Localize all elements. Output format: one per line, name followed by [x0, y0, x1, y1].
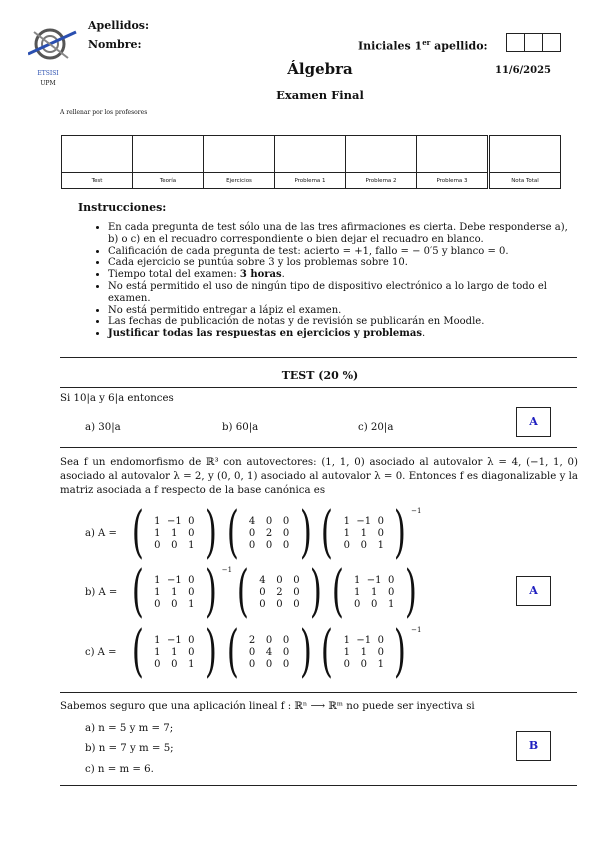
q2-text: Sea f un endomorfismo de ℝ³ con autovectores: (1, 1, 0) asociado al autovalor λ = 4, (−1, 1, 0) asociado al autovalor λ = 2, y (0, 0, 1) asociado al autovalor λ = 0. Entonces f es diagonalizable y la matriz asociada a f respecto de la base canónica es — [60, 457, 578, 496]
q2-label-a: a) A = — [85, 527, 117, 539]
instr-item: • En cada pregunta de test sólo una de las tres afirmaciones es cierta. Debe responderse a), b) o c) en el recuadro correspondiente o bien dejar el recuadro en blanco. — [108, 222, 580, 246]
q2-option-c: c) A = ( 1 −1 0 1 1 0 0 0 1 ) ( 2 0 0 0 4 0 0 0 0 ) ( 1 −1 0 1 1 0 0 0 1 ) −1 — [85, 619, 422, 684]
q3-text: Sabemos seguro que una aplicación lineal f : ℝⁿ ⟶ ℝᵐ no puede ser inyectiva si — [60, 701, 475, 712]
col-header: Nota Total — [489, 173, 561, 189]
grades-table — [61, 135, 561, 189]
divider — [60, 447, 577, 448]
q2-label-c: c) A = — [85, 646, 117, 658]
col-header: Problema 2 — [346, 173, 417, 189]
divider — [60, 387, 577, 388]
col-header: Problema 1 — [275, 173, 346, 189]
q1-option-c: c) 20|a — [358, 422, 394, 433]
q1-answer-box[interactable]: A — [516, 407, 551, 437]
grade-cell-total[interactable] — [489, 136, 561, 173]
matrix-d: 4 0 0 0 2 0 0 0 0 — [259, 574, 300, 610]
q2-answer-box[interactable]: A — [516, 576, 551, 606]
divider — [60, 785, 577, 786]
q1-text: Si 10|a y 6|a entonces — [60, 393, 174, 404]
instr-item: • Las fechas de publicación de notas y de revisión se publicarán en Moodle. — [108, 316, 580, 328]
upm-logo — [28, 20, 78, 90]
col-header: Teoría — [133, 173, 204, 189]
nombre-label: Nombre: — [88, 38, 142, 51]
grade-cell-problema3[interactable] — [417, 136, 489, 173]
test-title: TEST (20 %) — [281, 369, 359, 382]
instr-item: • Justificar todas las respuestas en ejercicios y problemas. — [108, 328, 580, 340]
grade-cell-problema1[interactable] — [275, 136, 346, 173]
instr-item: • Cada ejercicio se puntúa sobre 3 y los problemas sobre 10. — [108, 257, 580, 269]
grade-cell-problema2[interactable] — [346, 136, 417, 173]
q3-option-b: b) n = 7 y m = 5; — [85, 743, 174, 754]
logo-sub: UPM — [40, 80, 56, 87]
q2-label-b: b) A = — [85, 586, 118, 598]
matrix-d: 2 0 0 0 4 0 0 0 0 — [248, 634, 290, 670]
instr-item: • No está permitido el uso de ningún tipo de dispositivo electrónico a lo largo de todo el examen. — [108, 281, 580, 305]
matrix-p: 1 −1 0 1 1 0 0 0 1 — [343, 634, 384, 670]
apellidos-label: Apellidos: — [88, 19, 150, 32]
q1-option-b: b) 60|a — [222, 422, 259, 433]
iniciales-boxes[interactable] — [507, 33, 561, 52]
matrix-p: 1 −1 0 1 1 0 0 0 1 — [154, 574, 195, 610]
matrix-p: 1 −1 0 1 1 0 0 0 1 — [343, 515, 384, 551]
instr-item: • No está permitido entregar a lápiz el examen. — [108, 305, 580, 317]
col-header: Problema 3 — [417, 173, 489, 189]
grade-cell-teoria[interactable] — [133, 136, 204, 173]
subject-title: Álgebra — [287, 60, 353, 78]
divider — [60, 692, 577, 693]
col-header: Ejercicios — [204, 173, 275, 189]
grade-cell-ejercicios[interactable] — [204, 136, 275, 173]
matrix-p: 1 −1 0 1 1 0 0 0 1 — [154, 515, 195, 551]
col-header: Test — [62, 173, 133, 189]
matrix-d: 4 0 0 0 2 0 0 0 0 — [248, 515, 290, 551]
grade-cell-test[interactable] — [62, 136, 133, 173]
grades-caption: A rellenar por los profesores — [60, 109, 148, 116]
exam-type: Examen Final — [276, 88, 364, 102]
instructions-title: Instrucciones: — [78, 201, 167, 214]
q1-option-a: a) 30|a — [85, 422, 121, 433]
divider — [60, 357, 577, 358]
logo-text: ETSISI — [37, 70, 59, 77]
q2-option-b: b) A = ( 1 −1 0 1 1 0 0 0 1 ) −1 ( 4 0 0 0 2 0 0 0 0 ) ( 1 −1 0 1 1 0 0 0 1 ) — [85, 559, 417, 624]
matrix-p: 1 −1 0 1 1 0 0 0 1 — [154, 634, 195, 670]
iniciales-label: Iniciales 1er apellido: — [358, 38, 488, 53]
q3-option-c: c) n = m = 6. — [85, 764, 154, 775]
instructions-list — [80, 222, 580, 340]
exam-date: 11/6/2025 — [495, 65, 552, 76]
matrix-p: 1 −1 0 1 1 0 0 0 1 — [353, 574, 395, 610]
instr-item: • Tiempo total del examen: 3 horas. — [108, 269, 580, 281]
instr-item: • Calificación de cada pregunta de test: acierto = +1, fallo = − 0′5 y blanco = 0. — [108, 246, 580, 258]
q3-option-a: a) n = 5 y m = 7; — [85, 723, 174, 734]
q2-option-a: a) A = ( 1 −1 0 1 1 0 0 0 1 ) ( 4 0 0 0 2 0 0 0 0 ) ( 1 −1 0 1 1 0 0 0 1 ) −1 — [85, 500, 422, 565]
q3-answer-box[interactable]: B — [516, 731, 551, 761]
